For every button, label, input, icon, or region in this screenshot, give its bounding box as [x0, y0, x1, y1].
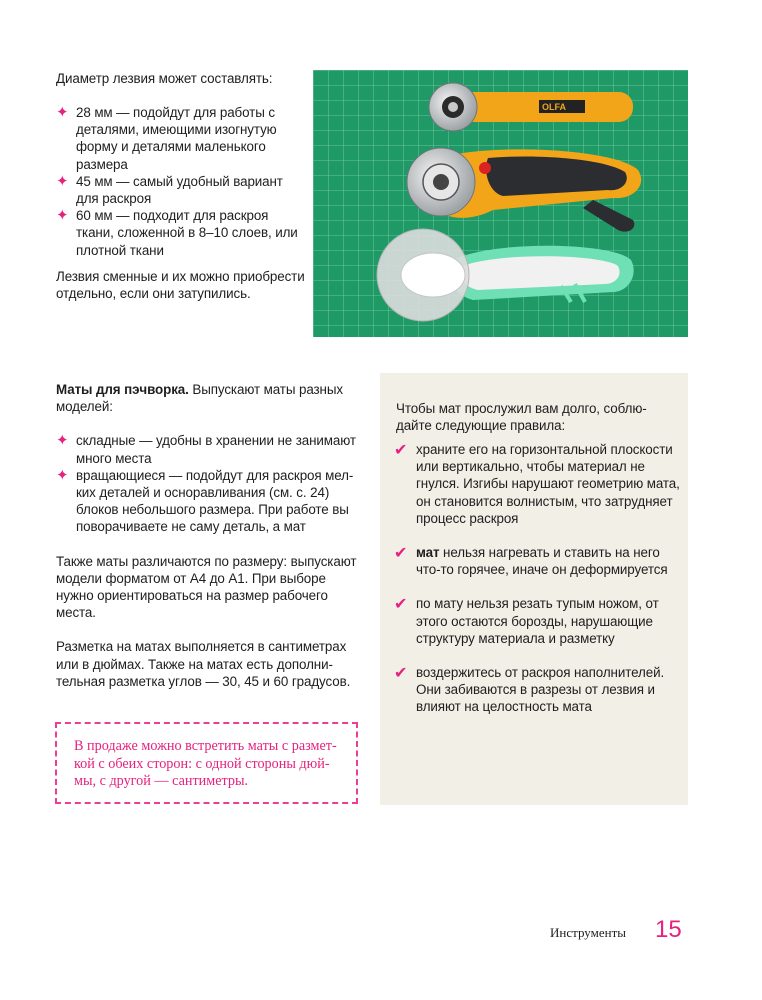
pink-star-icon: ✦ — [56, 171, 69, 190]
rotary-cutters-photo — [313, 70, 688, 337]
list-item-text: храните его на горизонтальной плоскости или вертикально, чтобы материал не гнулся. Изгибы нарушают геометрию мата, он становится волнистым, что затрудняет процесс раскроя — [416, 442, 680, 526]
list-item-text: складные — удобны в хранении не занимают много места — [76, 433, 356, 466]
footer-section-title: Инструменты — [550, 925, 626, 940]
tip-callout — [55, 722, 358, 804]
pink-star-icon: ✦ — [56, 206, 69, 225]
list-item-bold: мат — [416, 545, 440, 561]
list-item-text: 60 мм — подходит для раскроя ткани, сложенной в 8–10 слоев, или плотной ткани — [76, 208, 298, 258]
pink-checkmark-icon: ✔ — [394, 594, 408, 614]
mat-care-panel — [380, 373, 688, 805]
list-item-text: вращающиеся — подойдут для раскроя мелких деталей и осноравливания (см. с. 24) блоков небольшого размера. При работе вы поворачиваете не саму деталь, а мат — [76, 467, 354, 535]
list-item — [56, 207, 306, 259]
mats-marking-paragraph: Разметка на матах выполняется в сантиметрах или в дюймах. Также на матах есть дополнительная разметка углов — 30, 45 и 60 градусов. — [56, 639, 351, 689]
pink-star-icon: ✦ — [56, 103, 69, 121]
brand-label: OLFA — [542, 102, 566, 112]
list-item-text: 28 мм — подойдут для работы с деталями, имеющими изогнутую форму и деталями маленького размера — [76, 105, 277, 172]
pink-checkmark-icon: ✔ — [394, 663, 408, 683]
pink-star-icon: ✦ — [56, 431, 69, 450]
mats-sizes-paragraph: Также маты различаются по размеру: выпускают модели форматом от А4 до А1. При выборе нужно ориентироваться на размер рабочего места. — [56, 553, 357, 621]
blade-diameter-list — [56, 104, 306, 259]
list-item-text: воздержитесь от раскроя наполнителей. Они забиваются в разрезы от лезвия и влияют на целостность мата — [416, 665, 665, 715]
list-item-text: нельзя нагревать и ставить на него что-то горячее, иначе он деформируется — [416, 545, 668, 578]
list-item — [394, 595, 684, 647]
mats-intro-text: Выпускают маты разных моделей: — [56, 382, 343, 415]
mats-intro — [56, 381, 366, 415]
care-intro: Чтобы мат прослужил вам долго, соблюдайте следующие правила: — [396, 401, 647, 434]
pink-checkmark-icon: ✔ — [394, 543, 408, 563]
tip-text: В продаже можно встретить маты с разметкой с обеих сторон: с одной стороны дюймы, с другой — сантиметры. — [74, 738, 337, 790]
list-item — [56, 467, 366, 536]
list-item — [56, 173, 306, 207]
mats-types-list — [56, 432, 366, 535]
blade-replacement-note: Лезвия сменные и их можно приобрести отдельно, если они затупились. — [56, 269, 305, 302]
page-number: 15 — [655, 916, 682, 943]
blade-diameter-intro: Диаметр лезвия может составлять: — [56, 71, 273, 86]
mats-heading: Маты для пэчворка. — [56, 382, 189, 397]
mats-section — [56, 381, 366, 690]
pink-star-icon: ✦ — [56, 465, 69, 484]
list-item — [56, 104, 306, 173]
list-item — [394, 441, 684, 527]
care-rules-list — [394, 441, 684, 733]
list-item-text: 45 мм — самый удобный вариант для раскроя — [76, 173, 283, 207]
list-item — [394, 544, 684, 578]
list-item — [56, 432, 366, 466]
list-item-text: по мату нельзя резать тупым ножом, от этого остаются борозды, нарушающие структуру материала и разметку — [416, 596, 659, 646]
pink-checkmark-icon: ✔ — [394, 440, 408, 459]
list-item — [394, 664, 684, 716]
